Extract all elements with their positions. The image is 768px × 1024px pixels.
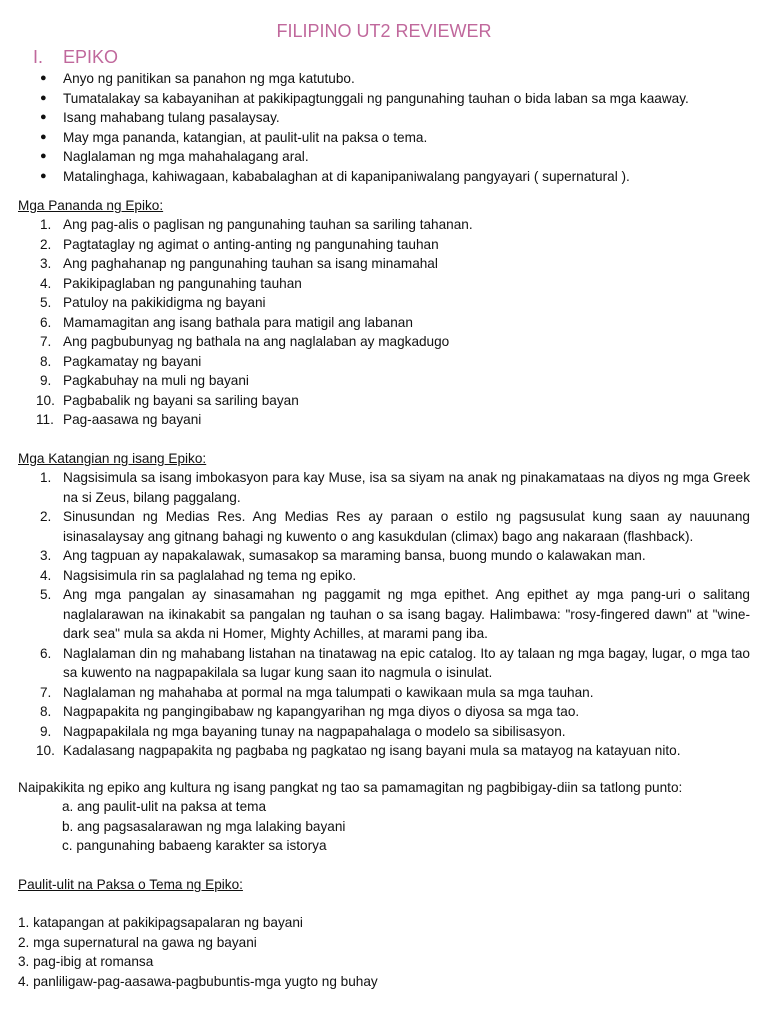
item-number: 2. [40, 509, 52, 524]
page-title: FILIPINO UT2 REVIEWER [276, 21, 492, 41]
list-item: 5. Patuloy na pakikidigma ng bayani [18, 293, 750, 313]
item-number: 1. [40, 470, 52, 485]
bullet-item: ● Matalinghaga, kahiwagaan, kababalaghan at di kapanipaniwalang pangyayari ( supernatural ). [40, 167, 750, 187]
pananda-list [18, 215, 750, 430]
katangian-heading: Mga Katangian ng isang Epiko: [18, 451, 207, 466]
bullet-icon: ● [40, 150, 47, 162]
intro-bullet-list [40, 69, 750, 186]
list-item: 4. Nagsisimula rin sa paglalahad ng tema ng epiko. [18, 566, 750, 586]
katangian-list [18, 468, 750, 761]
list-item: 8. Pagkamatay ng bayani [18, 352, 750, 372]
item-number: 2. [40, 236, 52, 252]
kultura-paragraph: Naipakikita ng epiko ang kultura ng isang pangkat ng tao sa pamamagitan ng pagbibigay-diin sa tatlong punto: [18, 780, 683, 795]
list-item: 1. Nagsisimula sa isang imbokasyon para kay Muse, isa sa siyam na anak ng pinakamataas na diyos ng mga Greek na si Zeus, bilang paggalang. [40, 470, 750, 505]
tema-list [18, 913, 378, 991]
list-item: c. pangunahing babaeng karakter sa istorya [62, 838, 327, 853]
item-number: 5. [40, 295, 52, 310]
section-number: I. [33, 47, 44, 67]
section-label: EPIKO [63, 47, 119, 67]
item-number: 1. [40, 217, 52, 232]
list-item: 2. Sinusundan ng Medias Res. Ang Medias Res ay paraan o estilo ng pagsusulat kung saan ay nauunang isinasalaysay ang gitnang bahagi ng kuwento o ang kasukdulan (climax) bago ang nakaraan (flashback). [40, 509, 750, 544]
item-number: 10. [36, 743, 55, 758]
list-item: 4. panliligaw-pag-aasawa-pagbubuntis-mga yugto ng buhay [18, 973, 378, 989]
bullet-item: ● Anyo ng panitikan sa panahon ng mga katutubo. [40, 69, 750, 89]
bullet-item: ● Isang mahabang tulang pasalaysay. [40, 108, 750, 128]
kultura-list [62, 797, 345, 856]
list-item: 1. Ang pag-alis o paglisan ng pangunahing tauhan sa sariling tahanan. [18, 215, 750, 235]
list-item: b. ang pagsasalarawan ng mga lalaking bayani [62, 818, 346, 834]
list-item: 4. Pakikipaglaban ng pangunahing tauhan [18, 274, 750, 294]
item-number: 6. [40, 314, 52, 330]
section-heading-epiko [33, 46, 118, 68]
list-item: 3. Ang paghahanap ng pangunahing tauhan sa isang minamahal [18, 254, 750, 274]
bullet-icon: ● [40, 72, 47, 84]
item-number: 4. [40, 567, 52, 583]
item-number: 3. [40, 256, 52, 271]
list-item: 1. katapangan at pakikipagsapalaran ng bayani [18, 915, 303, 930]
list-item: 2. Pagtataglay ng agimat o anting-anting ng pangunahing tauhan [18, 235, 750, 255]
tema-heading: Paulit-ulit na Paksa o Tema ng Epiko: [18, 877, 243, 892]
item-number: 8. [40, 704, 52, 719]
bullet-item: ● Tumatalakay sa kabayanihan at pakikipagtunggali ng pangunahing tauhan o bida laban sa mga kaaway. [40, 89, 750, 109]
bullet-icon: ● [40, 91, 47, 104]
item-number: 4. [40, 275, 52, 291]
list-item: 5. Ang mga pangalan ay sinasamahan ng paggamit ng mga epithet. Ang epithet ay mga pang-uri o salitang naglalarawan na ikinakabit sa pangalan ng tauhan o sa isang bagay. Halimbawa: "rosy-fingered dawn" at "wine-dark sea" mula sa akda ni Homer, Mighty Achilles, at marami pang iba. [40, 587, 750, 641]
bullet-item: ● May mga pananda, katangian, at paulit-ulit na paksa o tema. [40, 128, 750, 148]
item-number: 9. [40, 373, 52, 388]
item-number: 9. [40, 723, 52, 739]
list-item: 10. Kadalasang nagpapakita ng pagbaba ng pagkatao ng isang bayani mula sa matayog na katayuan nito. [18, 741, 750, 761]
list-item: 3. Ang tagpuan ay napakalawak, sumasakop sa maraming bansa, buong mundo o kalawakan man. [18, 546, 750, 566]
list-item: 8. Nagpapakita ng pangingibabaw ng kapangyarihan ng mga diyos o diyosa sa mga tao. [18, 702, 750, 722]
list-item: a. ang paulit-ulit na paksa at tema [62, 799, 267, 814]
bullet-item: ● Naglalaman ng mga mahahalagang aral. [40, 147, 750, 167]
item-number: 10. [36, 392, 55, 408]
list-item: 10. Pagbabalik ng bayani sa sariling bayan [18, 391, 750, 411]
list-item: 2. mga supernatural na gawa ng bayani [18, 934, 257, 950]
item-number: 7. [40, 334, 52, 349]
list-item: 7. Ang pagbubunyag ng bathala na ang naglalaban ay magkadugo [18, 332, 750, 352]
list-item: 6. Mamamagitan ang isang bathala para matigil ang labanan [18, 313, 750, 333]
list-item: 9. Pagkabuhay na muli ng bayani [18, 371, 750, 391]
item-number: 8. [40, 353, 52, 369]
item-number: 5. [40, 587, 52, 602]
list-item: 11. Pag-aasawa ng bayani [18, 410, 750, 430]
item-number: 3. [40, 548, 52, 563]
list-item: 9. Nagpapakilala ng mga bayaning tunay na nagpapahalaga o modelo sa sibilisasyon. [18, 722, 750, 742]
bullet-icon: ● [40, 111, 47, 123]
list-item: 7. Naglalaman ng mahahaba at pormal na mga talumpati o kawikaan mula sa mga tauhan. [18, 683, 750, 703]
item-number: 7. [40, 684, 52, 700]
pananda-heading: Mga Pananda ng Epiko: [18, 198, 164, 213]
bullet-icon: ● [40, 130, 47, 143]
list-item: 3. pag-ibig at romansa [18, 954, 154, 969]
bullet-icon: ● [40, 169, 47, 182]
item-number: 6. [40, 645, 52, 661]
list-item: 6. Naglalaman din ng mahabang listahan na tinatawag na epic catalog. Ito ay talaan ng mga bagay, lugar, o mga tao sa kuwento na nagpapakilala sa lugar kung saan ito nagmula o isinulat. [40, 645, 750, 680]
item-number: 11. [36, 412, 54, 427]
